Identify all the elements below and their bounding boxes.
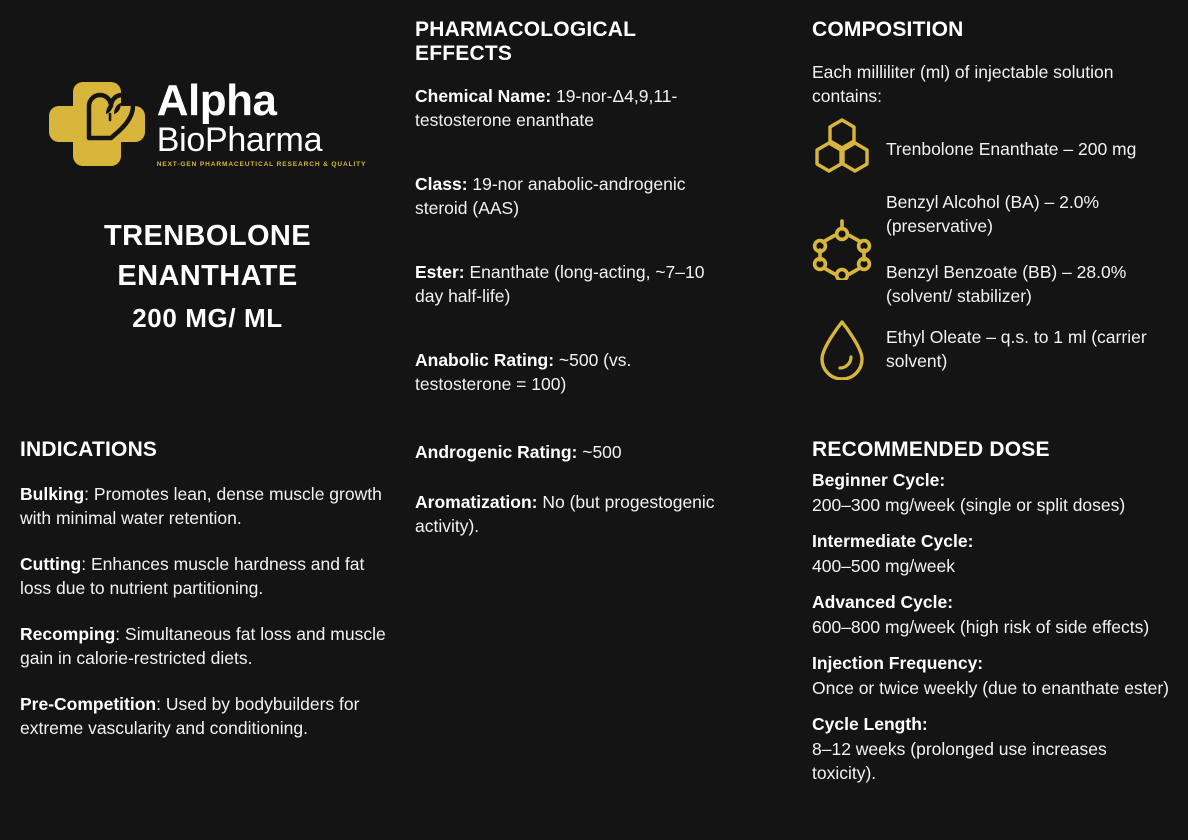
- dose-label: Advanced Cycle:: [812, 592, 954, 612]
- dose-label: Cycle Length:: [812, 714, 928, 734]
- composition-ingredient: Benzyl Benzoate (BB) – 28.0% (solvent/ stabilizer): [886, 262, 1127, 306]
- dose-value: 400–500 mg/week: [812, 556, 956, 576]
- product-title: [20, 216, 395, 296]
- indications-heading: INDICATIONS: [20, 438, 158, 461]
- indication-term: Bulking: [20, 484, 85, 504]
- composition-texts: [886, 190, 1172, 308]
- composition-heading: COMPOSITION: [812, 18, 964, 41]
- composition-row: [812, 118, 1172, 180]
- composition-intro: Each milliliter (ml) of injectable solution contains:: [812, 62, 1114, 106]
- dose-value: Once or twice weekly (due to enanthate ester): [812, 678, 1169, 698]
- dose-item: [812, 529, 1172, 578]
- pharmacology-label: Anabolic Rating:: [415, 350, 555, 370]
- pharmacology-label: Androgenic Rating:: [415, 442, 578, 462]
- pharmacology-label: Ester:: [415, 262, 465, 282]
- pharmacology-value: ~500: [577, 442, 622, 462]
- composition-row: [812, 190, 1172, 308]
- product-title-line1: TRENBOLONE: [104, 220, 311, 252]
- pharmacology-item: [415, 260, 725, 308]
- brand-name-top: Alpha: [156, 76, 277, 125]
- molecule-ring-icon: [812, 218, 872, 280]
- brand-lockup: [20, 78, 395, 170]
- pharmacology-list-upper: [415, 84, 725, 436]
- brand-tagline: NEXT-GEN PHARMACEUTICAL RESEARCH & QUALITY: [156, 161, 367, 168]
- pharmacology-item: [415, 490, 725, 538]
- pharmacology-value: 19-nor anabolic-androgenic steroid (AAS): [415, 174, 686, 218]
- composition-texts: [886, 137, 1172, 161]
- dose-value: 8–12 weeks (prolonged use increases toxicity).: [812, 739, 1107, 783]
- indication-item: [20, 552, 395, 600]
- product-strength: 200 MG/ ML: [132, 303, 283, 333]
- dose-label: Beginner Cycle:: [812, 470, 946, 490]
- composition-ingredient: Benzyl Alcohol (BA) – 2.0% (preservative): [886, 192, 1100, 236]
- pharmacology-value: ~500 (vs. testosterone = 100): [415, 350, 632, 394]
- indication-item: [20, 692, 395, 740]
- hexagon-cluster-icon: [812, 118, 872, 180]
- composition-texts: [886, 325, 1172, 373]
- indications-list: [20, 482, 395, 762]
- droplet-icon: [812, 318, 872, 380]
- indication-term: Cutting: [20, 554, 82, 574]
- pharmacology-value: 19-nor-Δ4,9,11-testosterone enanthate: [415, 86, 678, 130]
- left-column: [20, 0, 395, 840]
- indication-term: Pre-Competition: [20, 694, 157, 714]
- dose-value: 600–800 mg/week (high risk of side effects): [812, 617, 1150, 637]
- dose-item: [812, 712, 1172, 785]
- pharmacology-list-lower: [415, 440, 725, 564]
- dose-heading: RECOMMENDED DOSE: [812, 438, 1050, 461]
- dose-label: Injection Frequency:: [812, 653, 984, 673]
- indication-description: : Used by bodybuilders for extreme vascularity and conditioning.: [20, 694, 360, 738]
- composition-ingredient: Trenbolone Enanthate – 200 mg: [886, 139, 1137, 159]
- composition-ingredient: Ethyl Oleate – q.s. to 1 ml (carrier solvent): [886, 327, 1147, 371]
- pharmacology-label: Aromatization:: [415, 492, 538, 512]
- composition-row: [812, 318, 1172, 380]
- indication-description: : Enhances muscle hardness and fat loss due to nutrient partitioning.: [20, 554, 365, 598]
- pharmacology-label: Chemical Name:: [415, 86, 552, 106]
- pharmacology-item: [415, 172, 725, 220]
- brand-name-bottom: BioPharma: [156, 121, 323, 159]
- dose-label: Intermediate Cycle:: [812, 531, 974, 551]
- composition-rows: [812, 118, 1172, 390]
- pharmacology-value: No (but progestogenic activity).: [415, 492, 715, 536]
- dose-list: [812, 468, 1172, 797]
- indication-term: Recomping: [20, 624, 116, 644]
- dose-value: 200–300 mg/week (single or split doses): [812, 495, 1126, 515]
- indication-item: [20, 482, 395, 530]
- pharmacology-heading: PHARMACOLOGICAL EFFECTS: [415, 18, 636, 65]
- droplet-icon: [812, 318, 872, 380]
- pharmacology-item: [415, 348, 725, 396]
- brand-wordmark: [156, 76, 367, 168]
- indication-description: : Promotes lean, dense muscle growth with minimal water retention.: [20, 484, 382, 528]
- cross-heart-leaf-logo-icon: [49, 78, 145, 170]
- hexagon-cluster-icon: [812, 118, 872, 180]
- pharmacology-item: [415, 440, 725, 464]
- right-column: [812, 0, 1172, 840]
- dose-item: [812, 590, 1172, 639]
- indication-description: : Simultaneous fat loss and muscle gain in calorie-restricted diets.: [20, 624, 386, 668]
- product-title-line2: ENANTHATE: [117, 260, 298, 292]
- indication-item: [20, 622, 395, 670]
- pharmacology-value: Enanthate (long-acting, ~7–10 day half-life): [415, 262, 705, 306]
- middle-column: [415, 0, 735, 840]
- dose-item: [812, 468, 1172, 517]
- pharmacology-label: Class:: [415, 174, 468, 194]
- molecule-ring-icon: [812, 218, 872, 280]
- pharmacology-item: [415, 84, 725, 132]
- dose-item: [812, 651, 1172, 700]
